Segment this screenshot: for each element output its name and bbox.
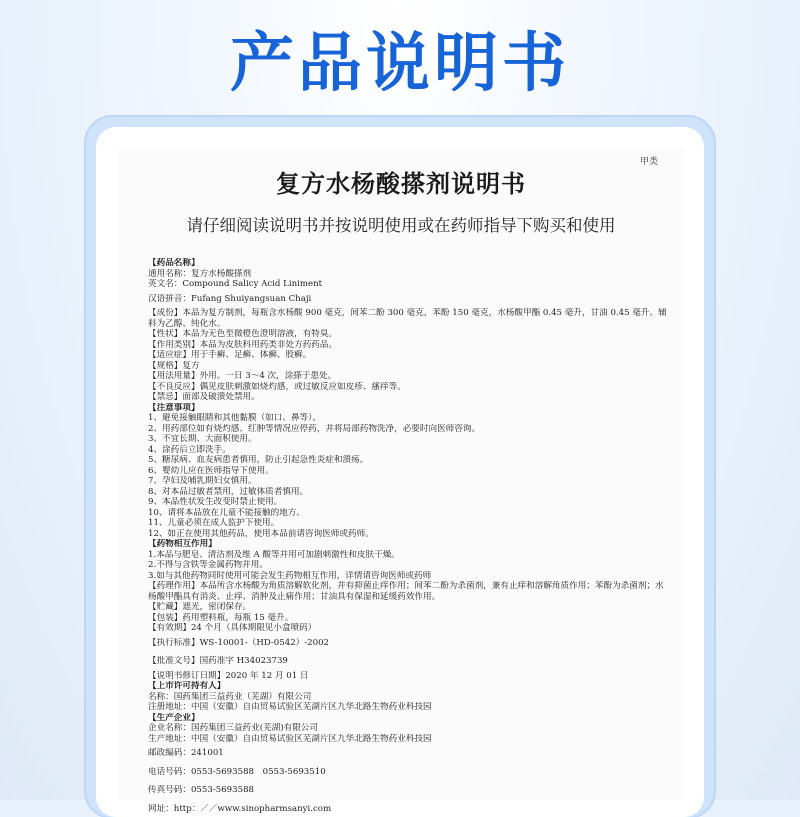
maker-header: 【生产企业】	[148, 712, 200, 723]
common-name: 通用名称：复方水杨酸搽剂	[148, 268, 252, 279]
fax: 传真号码：0553-5693588	[148, 785, 255, 795]
list-item: 3.如与其他药物同时使用可能会发生药物相互作用，详情请咨询医师或药师	[148, 570, 432, 581]
interactions-list	[148, 550, 668, 582]
phone: 电话号码：0553-5693588 0553-5693510	[148, 766, 326, 777]
page-headline: 产品说明书	[230, 27, 570, 101]
standard: 【执行标准】WS-10001-（HD-0542）-2002	[148, 637, 330, 648]
list-item: 7、孕妇及哺乳期妇女慎用。	[148, 476, 257, 486]
leaflet-subtitle: 请仔细阅读说明书并按说明使用或在药师指导下购买和使用	[186, 216, 616, 235]
english-name: 英文名：Compound Salicy Acid Liniment	[148, 279, 323, 289]
list-item: 1、避免接触眼睛和其他黏膜（如口、鼻等）。	[148, 413, 322, 423]
contraindications: 【禁忌】面部及破溃处禁用。	[148, 392, 260, 402]
list-item: 8、对本品过敏者禁用，过敏体质者慎用。	[148, 486, 309, 497]
properties: 【性状】本品为无色至微橙色澄明溶液，有特臭。	[148, 329, 338, 339]
otc-class-mark: 甲类	[639, 157, 658, 167]
interactions-header: 【药物相互作用】	[148, 539, 217, 549]
approval-number: 【批准文号】国药准字 H34023739	[148, 656, 288, 666]
composition: 【成份】本品为复方制剂，每瓶含水杨酸 900 毫克，间苯二酚 300 毫克，苯酚 150 毫克，水杨酸甲酯 0.45 毫升，甘油 0.45 毫升。辅料为乙醇、纯化水。	[148, 308, 667, 329]
adverse-reactions: 【不良反应】偶见皮肤刺激如烧灼感，或过敏反应如皮疹、瘙痒等。	[148, 381, 406, 392]
revision-date: 【说明书修订日期】2020 年 12 月 01 日	[148, 670, 309, 681]
postcode: 邮政编码：241001	[148, 748, 224, 758]
list-item: 5、糖尿病、血友病患者慎用，防止引起急性炎症和溃疡。	[148, 455, 369, 465]
list-item: 1.本品与肥皂、清洁剂及维 A 酸等并用可加剧刺激性和皮肤干燥。	[148, 549, 400, 560]
list-item: 11、儿童必须在成人监护下使用。	[148, 518, 280, 528]
holder-header: 【上市许可持有人】	[148, 681, 226, 691]
package: 【包装】药用塑料瓶，每瓶 15 毫升。	[148, 612, 294, 623]
list-item: 9、本品性状发生改变时禁止使用。	[148, 497, 283, 507]
list-item: 12、如正在使用其他药品，使用本品前请咨询医师或药师。	[148, 528, 374, 539]
instruction-leaflet	[118, 150, 684, 814]
list-item: 4、涂药后立即洗手。	[148, 444, 231, 455]
usage: 【用法用量】外用。一日 3～4 次，涂搽于患处。	[148, 371, 337, 381]
leaflet-body	[148, 258, 668, 814]
holder-name: 名称：国药集团三益药业（芜湖）有限公司	[148, 691, 312, 702]
list-item: 2.不得与含铁等金属药物并用。	[148, 560, 268, 570]
specification: 【规格】复方	[148, 360, 200, 371]
precautions-list	[148, 413, 668, 539]
storage: 【贮藏】遮光，密闭保存。	[148, 602, 252, 612]
list-item: 3、不宜长期、大面积使用。	[148, 434, 257, 444]
category: 【作用类别】本品为皮肤科用药类非处方药药品。	[148, 339, 338, 350]
leaflet-title: 复方水杨酸搽剂说明书	[276, 169, 526, 198]
validity: 【有效期】24 个月（具体期限见小盒喷码）	[148, 623, 317, 633]
list-item: 2、用药部位如有烧灼感、红肿等情况应停药，并将局部药物洗净，必要时向医师咨询。	[148, 423, 481, 434]
pinyin-name: 汉语拼音：Fufang Shuiyangsuan Chaji	[148, 293, 312, 304]
pharmacology: 【药理作用】本品所含水杨酸为角质溶解软化剂，并有抑菌止痒作用；间苯二酚为杀菌剂，兼有止痒和溶解角质作用；苯酚为杀菌剂；水杨酸甲酯具有消炎、止痒、消肿及止痛作用；甘油具有保湿和延缓药效作用。	[148, 581, 664, 602]
indications: 【适应症】用于手癣、足癣、体癣、股癣。	[148, 350, 312, 360]
list-item: 6、婴幼儿应在医师指导下使用。	[148, 465, 274, 476]
holder-address: 注册地址：中国（安徽）自由贸易试验区芜湖片区九华北路生物药业科技园	[148, 702, 432, 712]
maker-name: 企业名称：国药集团三益药业(芜湖)有限公司	[148, 723, 318, 733]
maker-address: 生产地址：中国（安徽）自由贸易试验区芜湖片区九华北路生物药业科技园	[148, 733, 432, 744]
website: 网址：http：／／www.sinopharmsanyi.com	[148, 803, 332, 814]
list-item: 10、请将本品放在儿童不能接触的地方。	[148, 507, 306, 518]
precautions-header: 【注意事项】	[148, 402, 200, 413]
drug-name-header: 【药品名称】	[148, 258, 200, 268]
